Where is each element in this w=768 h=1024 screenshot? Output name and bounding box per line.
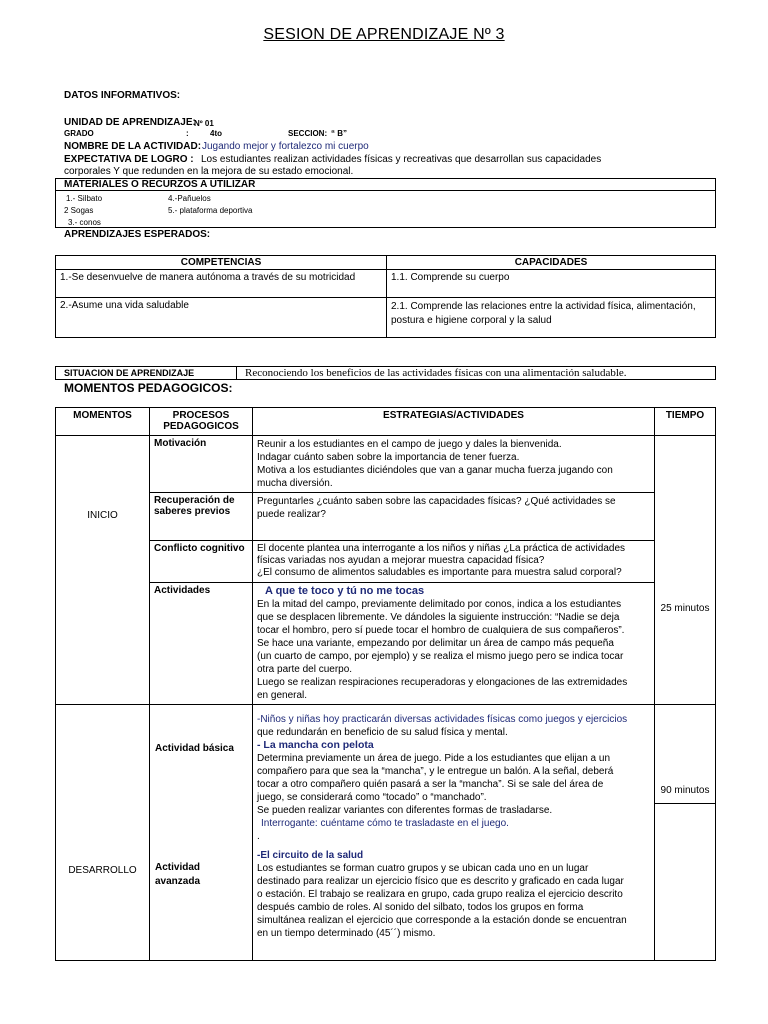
momentos-table	[55, 407, 716, 961]
situacion-label: SITUACION DE APRENDIZAJE	[64, 368, 195, 378]
material-item: 2 Sogas	[64, 206, 94, 215]
grado-label: GRADO	[64, 129, 94, 138]
materiales-heading: MATERIALES O RECURZOS A UTILIZAR	[64, 179, 256, 190]
materiales-list-box	[55, 190, 716, 228]
tiempo-inicio: 25 minutos	[660, 602, 710, 614]
game-title: - La mancha con pelota	[257, 739, 374, 751]
unidad-value: Nº 01	[194, 119, 214, 128]
unidad-label: UNIDAD DE APRENDIZAJE:	[64, 117, 196, 128]
text-line: tocar a otro compañero quién pasará a ser la “mancha”. Si se sale del área de	[257, 779, 604, 790]
momentos-heading: MOMENTOS PEDAGOGICOS:	[64, 381, 233, 395]
actividad-value: Jugando mejor y fortalezco mi cuerpo	[202, 141, 369, 152]
tiempo-inicio-cell	[655, 436, 716, 705]
competencia-cell: 2.-Asume una vida saludable	[56, 298, 387, 338]
tiempo-desarrollo: 90 minutos	[660, 785, 710, 796]
expectativa-line2: corporales Y que redunden en la mejora de su estado emocional.	[64, 166, 354, 177]
material-item: 3.- conos	[68, 218, 101, 227]
competencias-header: COMPETENCIAS	[56, 256, 387, 270]
situacion-box	[55, 366, 716, 380]
game-title: -El circuito de la salud	[257, 850, 364, 861]
text-line: Se hace una variante, empezando por delimitar un área de campo más pequeña	[257, 638, 614, 649]
text-line: en un tiempo determinado (45´´) mismo.	[257, 928, 436, 939]
text-line: En la mitad del campo, previamente delimitado por conos, indica a los estudiantes	[257, 599, 622, 610]
text-line: o estación. El trabajo se realizara en grupo, cada grupo realiza el ejercicio descrito	[257, 889, 623, 900]
question-text: Interrogante: cuéntame cómo te trasladaste en el juego.	[261, 818, 509, 829]
tiempo-divider	[655, 803, 715, 804]
text-line: Preguntarles ¿cuánto saben sobre las capacidades físicas? ¿Qué actividades se	[257, 496, 616, 507]
tiempo-desarrollo-cell	[655, 705, 716, 961]
expectativa-label: EXPECTATIVA DE LOGRO :	[64, 154, 194, 165]
procesos-desarrollo-cell	[150, 705, 253, 961]
expectativa-line1: Los estudiantes realizan actividades físicas y recreativas que desarrollan sus capacidades	[201, 154, 602, 165]
capacidad-cell: 2.1. Comprende las relaciones entre la actividad física, alimentación, postura e higiene corporal y la salud	[387, 298, 716, 338]
conflicto-text	[253, 541, 655, 583]
text-line: puede realizar?	[257, 509, 326, 520]
game-title: A que te toco y tú no me tocas	[265, 585, 425, 597]
aprendizajes-heading: APRENDIZAJES ESPERADOS:	[64, 229, 211, 240]
intro-text: -Niños y niñas hoy practicarán diversas actividades físicas como juegos y ejercicios	[257, 714, 628, 725]
momento-desarrollo-cell	[56, 705, 150, 961]
material-item: 1.- Silbato	[66, 194, 103, 203]
text-line: después cambio de roles. Al sonido del silbato, todos los grupos en forma	[257, 902, 584, 913]
text-line: destinado para realizar un ejercicio físico que es descrito y graficado en cada lugar	[257, 876, 624, 887]
situacion-value: Reconociendo los beneficios de las actividades físicas con una alimentación saludable.	[245, 367, 627, 379]
desarrollo-text	[253, 705, 655, 961]
text-line: que se desplacen libremente. Ve dándoles la siguiente instrucción: “Nadie se deja	[257, 612, 620, 623]
momentos-col-header: MOMENTOS	[56, 408, 150, 436]
procesos-col-header: PROCESOS PEDAGOGICOS	[150, 408, 253, 436]
capacidades-header: CAPACIDADES	[387, 256, 716, 270]
text-line	[257, 713, 650, 726]
text-line: tocar el hombro, pero sí puede tocar el hombro de cualquiera de sus compañeros”.	[257, 625, 625, 636]
seccion-label: SECCION:	[288, 129, 328, 138]
proceso-avanzada: Actividad avanzada	[155, 862, 201, 887]
proceso-conflicto: Conflicto cognitivo	[150, 541, 253, 583]
text-line: Se pueden realizar variantes con diferentes formas de trasladarse.	[257, 805, 553, 816]
text-line: compañero para que sea la “mancha”, y le entregue un balón. A la señal, deberá	[257, 766, 614, 777]
actividad-label: NOMBRE DE LA ACTIVIDAD:	[64, 141, 202, 152]
text-line: simultánea realizan el ejercicio que corresponde a la estación donde se encuentran	[257, 915, 627, 926]
actividades-text	[253, 583, 655, 705]
situacion-divider	[236, 367, 237, 379]
text-line: mucha diversión.	[257, 478, 333, 489]
text-line: Motiva a los estudiantes diciéndoles que van a ganar mucha fuerza jugando con	[257, 465, 613, 476]
text-line: Indagar cuánto saben sobre la importancia de tener fuerza.	[257, 452, 520, 463]
text-line: Determina previamente un área de juego. Pide a los estudiantes que elijan a un	[257, 753, 611, 764]
grado-colon: :	[186, 129, 189, 138]
capacidad-cell: 1.1. Comprende su cuerpo	[387, 270, 716, 298]
proceso-actividades: Actividades	[150, 583, 253, 705]
momento-inicio-cell	[56, 436, 150, 705]
estrategias-col-header: ESTRATEGIAS/ACTIVIDADES	[253, 408, 655, 436]
text-line: otra parte del cuerpo.	[257, 664, 353, 675]
competencias-table	[55, 255, 716, 338]
text-line: Reunir a los estudiantes en el campo de juego y dales la bienvenida.	[257, 439, 562, 450]
text-line: (un cuarto de campo, por ejemplo) y se realiza el mismo juego pero se indica tocar	[257, 651, 624, 662]
proceso-recuperacion: Recuperación de saberes previos	[150, 493, 253, 541]
tiempo-col-header: TIEMPO	[655, 408, 716, 436]
recuperacion-text	[253, 493, 655, 541]
competencia-cell: 1.-Se desenvuelve de manera autónoma a través de su motricidad	[56, 270, 387, 298]
momento-desarrollo: DESARROLLO	[68, 865, 137, 876]
text-line: en general.	[257, 690, 308, 701]
proceso-motivacion: Motivación	[150, 436, 253, 493]
text-line: El docente plantea una interrogante a los niños y niñas ¿La práctica de actividades	[257, 543, 626, 554]
material-item: 4.-Pañuelos	[168, 194, 211, 203]
motivacion-text	[253, 436, 655, 493]
grado-value: 4to	[210, 129, 222, 138]
text-line: Luego se realizan respiraciones recuperadoras y elongaciones de las extremidades	[257, 677, 628, 688]
momento-inicio: INICIO	[87, 509, 118, 521]
text-line: físicas variadas nos ayudan a mejorar muestra capacidad física?	[257, 555, 545, 566]
seccion-value: “ B”	[331, 129, 347, 138]
text-line: juego, se considerará como “tocado” o “manchado”.	[257, 792, 487, 803]
datos-heading: DATOS INFORMATIVOS:	[64, 90, 181, 101]
text-line: que redundarán en beneficio de su salud física y mental.	[257, 727, 508, 738]
text-line: ¿El consumo de alimentos saludables es importante para muestra salud corporal?	[257, 567, 622, 578]
page-title: SESION DE APRENDIZAJE Nº 3	[263, 26, 505, 43]
text-line: Los estudiantes se forman cuatro grupos y se ubican cada uno en un lugar	[257, 863, 589, 874]
material-item: 5.- plataforma deportiva	[168, 206, 253, 215]
proceso-basica: Actividad básica	[155, 743, 234, 754]
text-line: .	[257, 831, 260, 842]
